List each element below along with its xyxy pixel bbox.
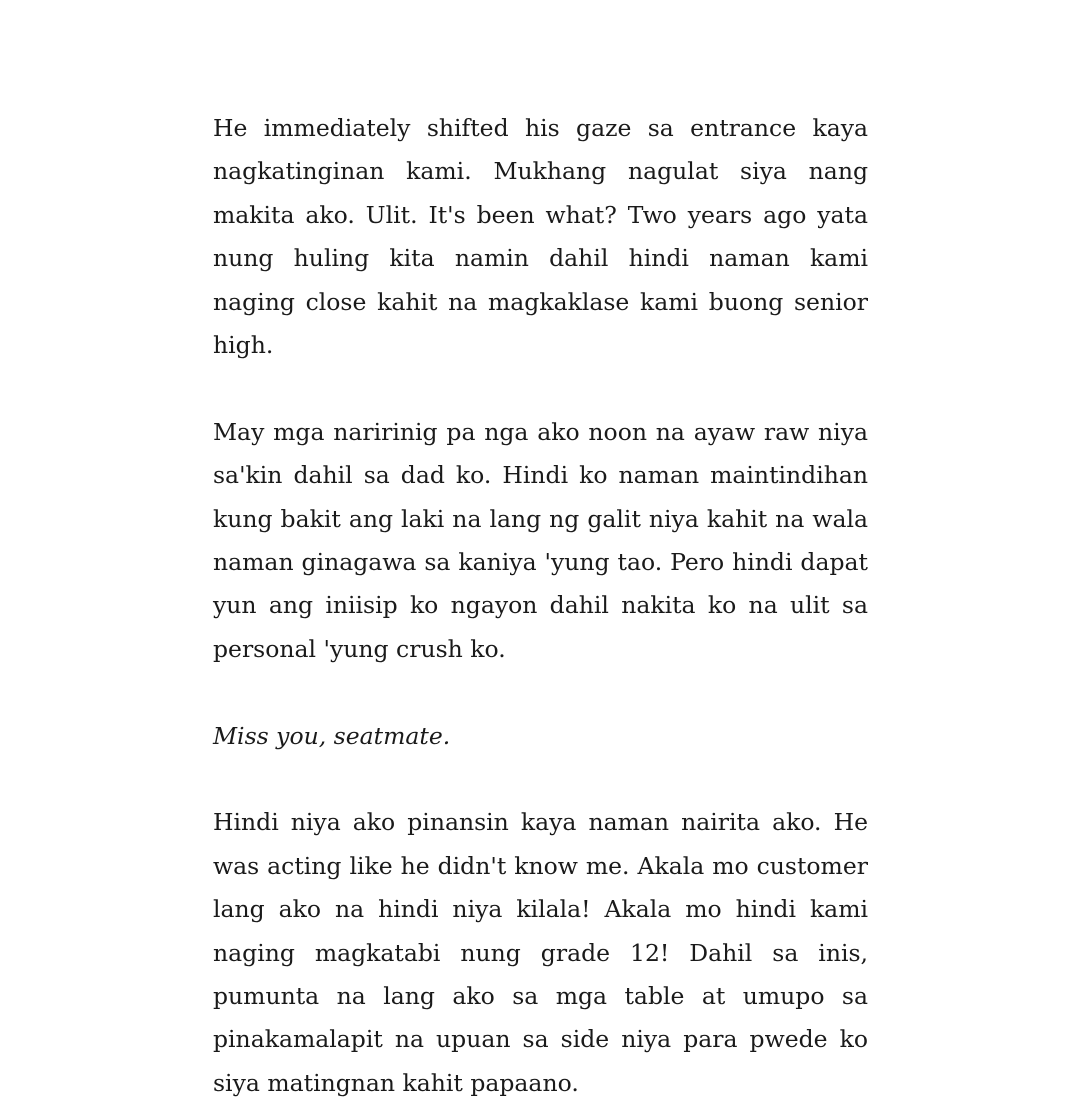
paragraph-4: Hindi niya ako pinansin kaya naman nairita ako. He was acting like he didn't know me. Akala mo customer lang ako na hindi niya kilala! Akala mo hindi kami naging magkatabi nung grade 12! Dahil sa inis, pumunta na lang ako sa mga table at umupo sa pinakamalapit na upuan sa side niya para pwede ko siya matingnan kahit papaano. [213,808,868,1097]
paragraph-1: He immediately shifted his gaze sa entrance kaya nagkatinginan kami. Mukhang nagulat siya nang makita ako. Ulit. It's been what? Two years ago yata nung huling kita namin dahil hindi naman kami naging close kahit na magkaklase kami buong senior high. [213,114,868,360]
italic-line: Miss you, seatmate. [213,721,451,750]
paragraph-2: May mga naririnig pa nga ako noon na ayaw raw niya sa'kin dahil sa dad ko. Hindi ko naman maintindihan kung bakit ang laki na lang ng galit niya kahit na wala naman ginagawa sa kaniya 'yung tao. Pero hindi dapat yun ang iniisip ko ngayon dahil nakita ko na ulit sa personal 'yung crush ko. [213,417,868,663]
document-page [213,107,868,1105]
